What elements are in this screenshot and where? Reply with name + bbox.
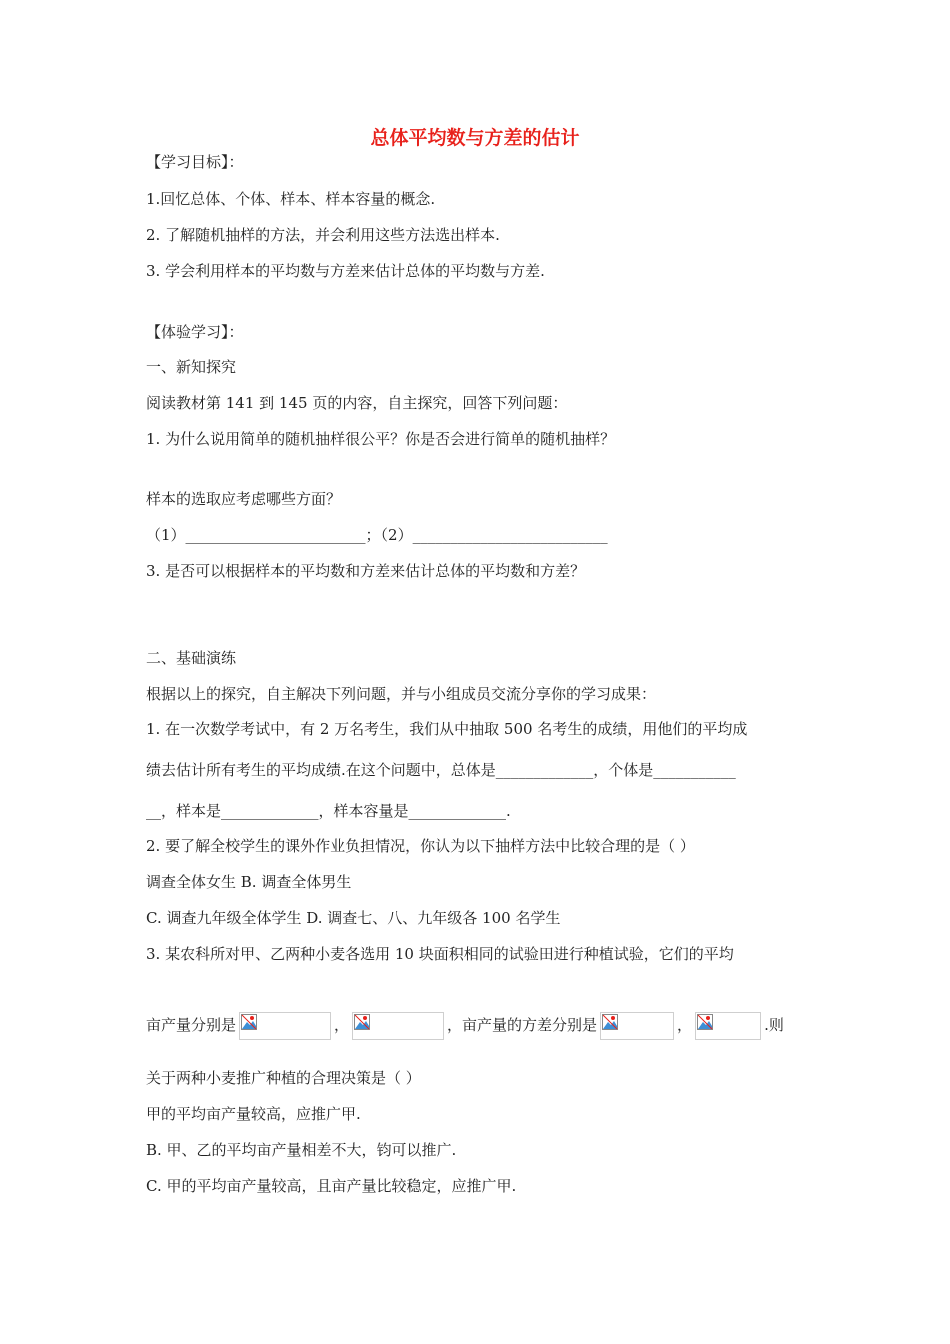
part2-question-2-options-ab: 调查全体女生 B. 调查全体男生 <box>146 873 352 891</box>
objectives-heading: 【学习目标】： <box>146 153 244 171</box>
part1-question-3: 3. 是否可以根据样本的平均数和方差来估计总体的平均数和方差？ <box>146 562 586 580</box>
objective-item-3: 3. 学会利用样本的平均数与方差来估计总体的平均数与方差. <box>146 262 545 280</box>
part2-question-3-option-c: C. 甲的平均亩产量较高，且亩产量比较稳定，应推广甲. <box>146 1177 517 1195</box>
part2-question-1-line-3: __，样本是_____________，样本容量是_____________. <box>146 802 511 820</box>
experience-heading: 【体验学习】： <box>146 323 244 341</box>
part1-question-1: 1. 为什么说用简单的随机抽样很公平？你是否会进行简单的随机抽样？ <box>146 430 616 448</box>
q3-text-c: .则 <box>764 1016 784 1034</box>
part2-question-3-line-2 <box>146 1010 784 1040</box>
part2-question-3-line-3: 关于两种小麦推广种植的合理决策是（ ） <box>146 1069 421 1087</box>
part2-question-1-line-1: 1. 在一次数学考试中，有 2 万名考生，我们从中抽取 500 名考生的成绩，用他们的平均成 <box>146 720 748 738</box>
part2-question-1-line-2: 绩去估计所有考生的平均成绩.在这个问题中，总体是_____________，个体是___________ <box>146 761 736 779</box>
formula-image-4 <box>695 1012 761 1040</box>
formula-image-2 <box>352 1012 444 1040</box>
part2-intro: 根据以上的探究，自主解决下列问题，并与小组成员交流分享你的学习成果： <box>146 685 657 703</box>
part2-question-3-option-a: 甲的平均亩产量较高，应推广甲. <box>146 1105 361 1123</box>
broken-image-icon <box>354 1014 370 1030</box>
formula-image-3 <box>600 1012 674 1040</box>
part2-heading: 二、基础演练 <box>146 649 237 667</box>
part1-question-2-blanks: （1）________________________；（2）__________________________ <box>146 526 608 544</box>
formula-image-1 <box>239 1012 331 1040</box>
objective-item-1: 1.回忆总体、个体、样本、样本容量的概念. <box>146 190 436 208</box>
broken-image-icon <box>241 1014 257 1030</box>
part2-question-3-option-b: B. 甲、乙的平均亩产量相差不大，钧可以推广. <box>146 1141 457 1159</box>
q3-sep-1: ， <box>334 1016 350 1034</box>
part1-question-2-prompt: 样本的选取应考虑哪些方面？ <box>146 490 342 508</box>
q3-sep-2: ， <box>677 1016 693 1034</box>
broken-image-icon <box>602 1014 618 1030</box>
broken-image-icon <box>697 1014 713 1030</box>
part2-question-2: 2. 要了解全校学生的课外作业负担情况，你认为以下抽样方法中比较合理的是（ ） <box>146 837 695 855</box>
part1-heading: 一、新知探究 <box>146 358 237 376</box>
part2-question-2-options-cd: C. 调查九年级全体学生 D. 调查七、八、九年级各 100 名学生 <box>146 909 561 927</box>
objective-item-2: 2. 了解随机抽样的方法，并会利用这些方法选出样本. <box>146 226 500 244</box>
q3-text-a: 亩产量分别是 <box>146 1016 237 1034</box>
q3-text-b: ，亩产量的方差分别是 <box>447 1016 598 1034</box>
page-title: 总体平均数与方差的估计 <box>370 127 580 149</box>
part1-intro: 阅读教材第 141 到 145 页的内容，自主探究，回答下列问题： <box>146 394 568 412</box>
part2-question-3-line-1: 3. 某农科所对甲、乙两种小麦各选用 10 块面积相同的试验田进行种植试验，它们的平均 <box>146 945 734 963</box>
